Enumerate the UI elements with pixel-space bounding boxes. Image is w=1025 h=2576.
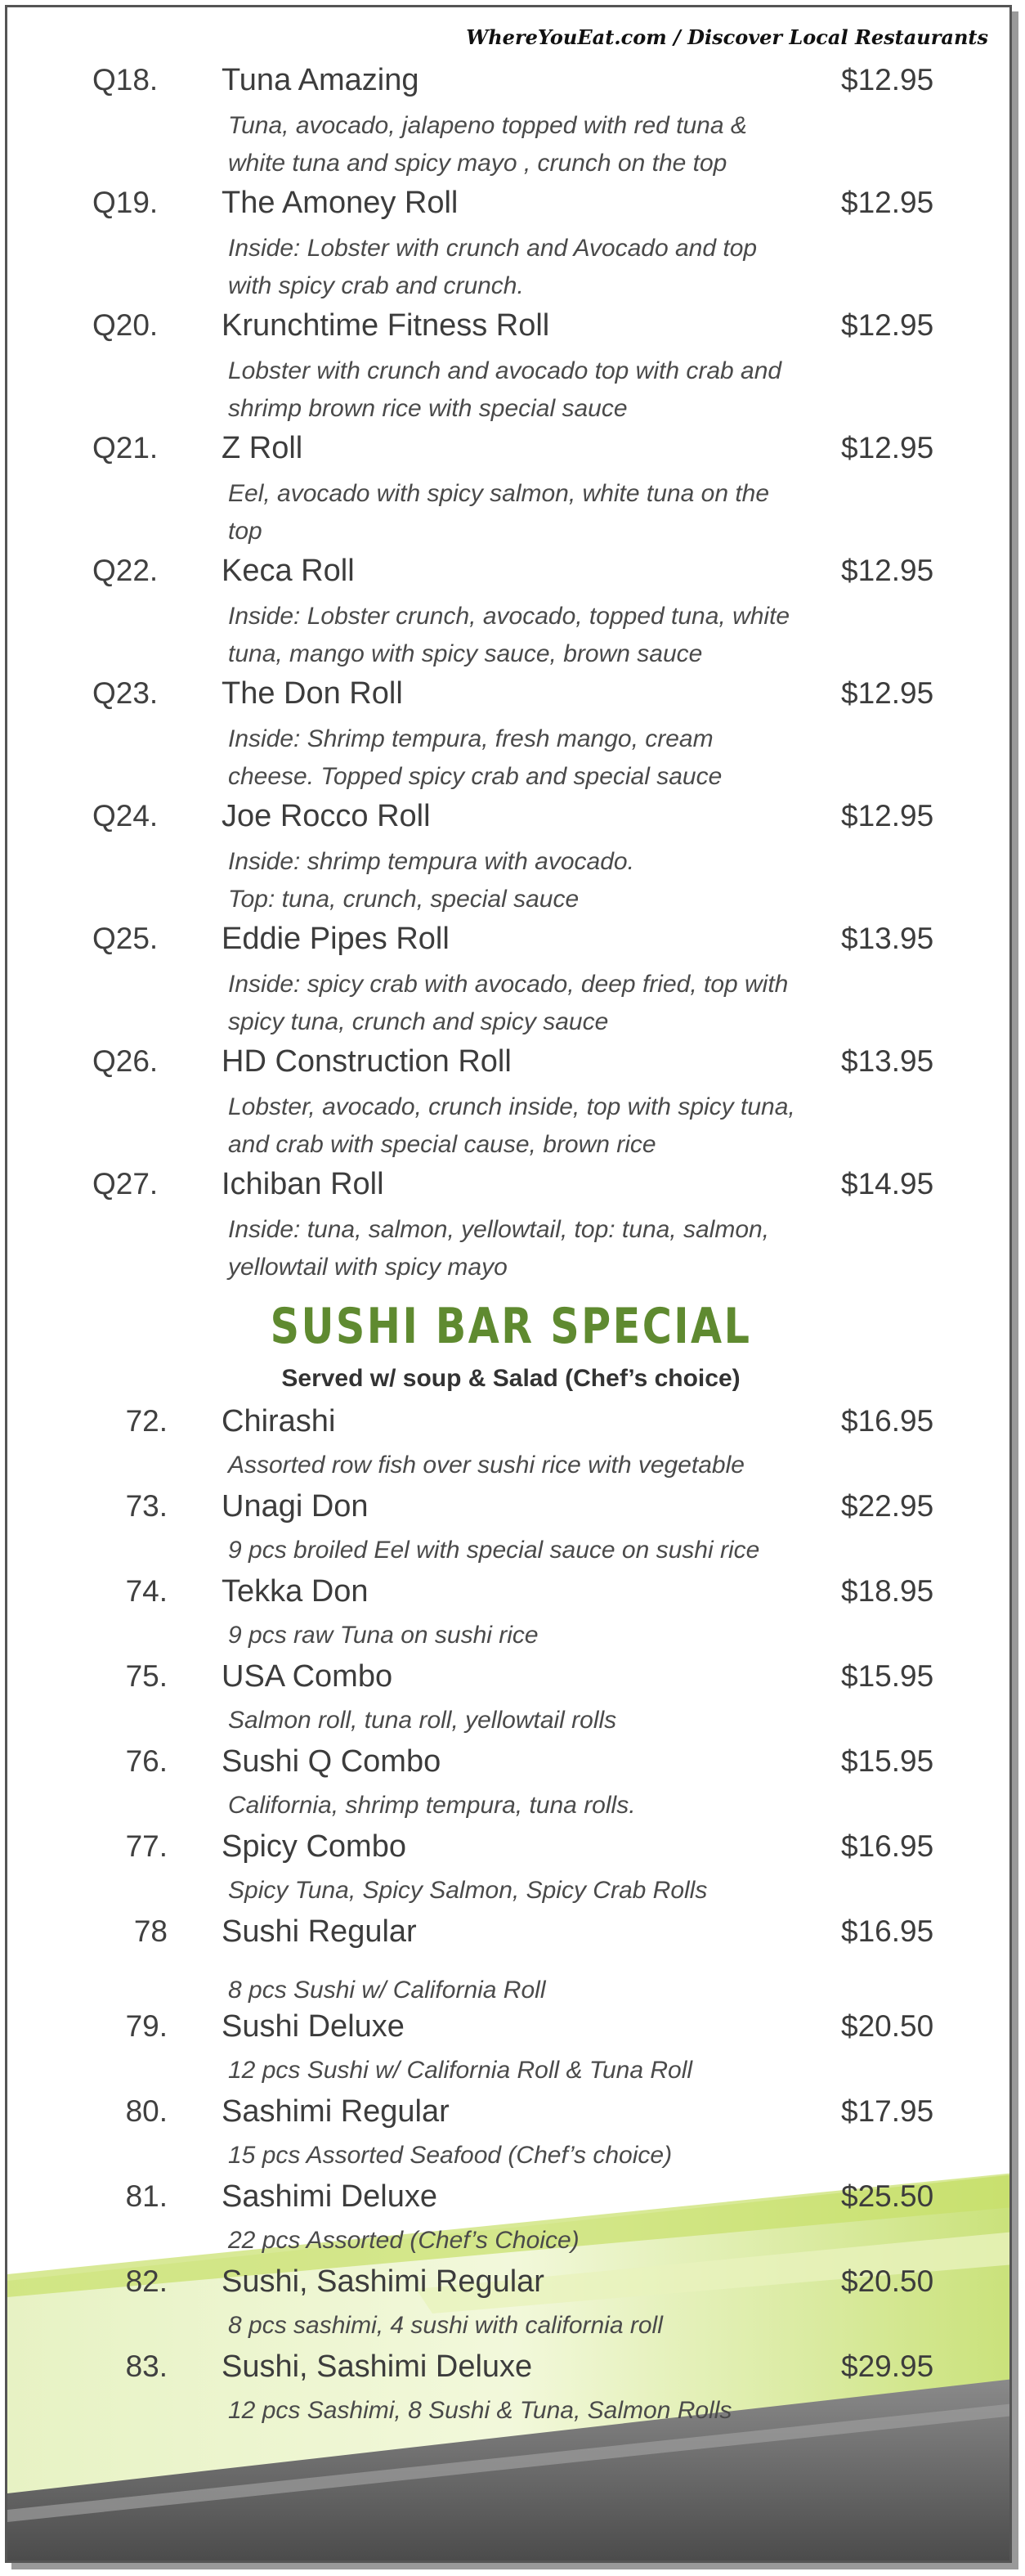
item-name: Joe Rocco Roll	[222, 799, 431, 833]
item-number: Q24.	[92, 799, 159, 832]
item-description: Top: tuna, crunch, special sauce	[228, 886, 580, 913]
menu-page	[5, 5, 1012, 2563]
item-description: Assorted row fish over sushi rice with vegetable	[228, 1452, 745, 1479]
item-price: $14.95	[841, 1167, 934, 1200]
item-description: Lobster with crunch and avocado top with crab and	[228, 357, 782, 384]
item-number: 79.	[125, 2009, 168, 2043]
item-number: Q20.	[92, 308, 159, 342]
item-name: Sushi Regular	[222, 1914, 417, 1949]
item-description: white tuna and spicy mayo , crunch on the top	[228, 150, 727, 177]
item-name: Tuna Amazing	[222, 63, 419, 97]
item-description: 8 pcs sashimi, 4 sushi with california roll	[228, 2312, 663, 2339]
item-price: $18.95	[841, 1574, 934, 1608]
item-description: and crab with special cause, brown rice	[228, 1131, 656, 1158]
item-price: $13.95	[841, 922, 934, 955]
item-number: Q21.	[92, 431, 159, 464]
watermark: WhereYouEat.com / Discover Local Restaurants	[466, 25, 988, 49]
item-description: 22 pcs Assorted (Chef’s Choice)	[228, 2227, 580, 2254]
item-number: 83.	[125, 2349, 168, 2383]
item-number: 82.	[125, 2264, 168, 2298]
item-name: USA Combo	[222, 1659, 393, 1694]
item-number: Q25.	[92, 922, 159, 955]
item-price: $12.95	[841, 676, 934, 710]
item-description: yellowtail with spicy mayo	[228, 1254, 508, 1281]
item-name: Krunchtime Fitness Roll	[222, 308, 550, 343]
item-number: Q22.	[92, 554, 159, 587]
item-price: $17.95	[841, 2094, 934, 2128]
item-number: Q19.	[92, 186, 159, 219]
section-title: SUSHI BAR SPECIAL	[270, 1298, 752, 1355]
item-price: $29.95	[841, 2349, 934, 2383]
item-price: $16.95	[841, 1404, 934, 1438]
item-price: $16.95	[841, 1829, 934, 1863]
item-description: Inside: shrimp tempura with avocado.	[228, 848, 634, 875]
item-price: $25.50	[841, 2179, 934, 2213]
item-price: $12.95	[841, 431, 934, 464]
item-description: 12 pcs Sushi w/ California Roll & Tuna Roll	[228, 2057, 693, 2084]
item-name: Sashimi Deluxe	[222, 2179, 437, 2214]
item-price: $12.95	[841, 63, 934, 96]
item-number: 76.	[125, 1744, 168, 1778]
item-price: $15.95	[841, 1744, 934, 1778]
item-price: $20.50	[841, 2264, 934, 2298]
item-description: Inside: tuna, salmon, yellowtail, top: tuna, salmon,	[228, 1216, 770, 1243]
item-description: with spicy crab and crunch.	[228, 272, 524, 299]
item-description: Inside: Shrimp tempura, fresh mango, cream	[228, 725, 714, 752]
item-name: Sashimi Regular	[222, 2094, 450, 2129]
item-description: 15 pcs Assorted Seafood (Chef’s choice)	[228, 2142, 673, 2169]
item-description: California, shrimp tempura, tuna rolls.	[228, 1792, 636, 1819]
item-description: cheese. Topped spicy crab and special sauce	[228, 763, 723, 790]
item-description: Lobster, avocado, crunch inside, top with spicy tuna,	[228, 1093, 795, 1120]
item-description: Spicy Tuna, Spicy Salmon, Spicy Crab Rolls	[228, 1877, 708, 1904]
item-name: The Don Roll	[222, 676, 403, 711]
item-number: 73.	[125, 1489, 168, 1523]
item-name: HD Construction Roll	[222, 1044, 512, 1079]
item-price: $12.95	[841, 799, 934, 832]
item-name: Chirashi	[222, 1404, 336, 1438]
item-name: Ichiban Roll	[222, 1167, 384, 1201]
item-number: 75.	[125, 1659, 168, 1693]
item-description: Inside: Lobster crunch, avocado, topped tuna, white	[228, 603, 790, 630]
item-number: 74.	[125, 1574, 168, 1608]
item-name: Sushi Q Combo	[222, 1744, 441, 1779]
item-price: $12.95	[841, 186, 934, 219]
item-description: Eel, avocado with spicy salmon, white tuna on the	[228, 480, 770, 507]
item-name: Unagi Don	[222, 1489, 369, 1524]
section-subtitle: Served w/ soup & Salad (Chef’s choice)	[281, 1365, 741, 1392]
item-name: Z Roll	[222, 431, 303, 465]
item-price: $20.50	[841, 2009, 934, 2043]
item-description: Inside: Lobster with crunch and Avocado and top	[228, 235, 758, 262]
item-number: 72.	[125, 1404, 168, 1438]
item-description: 8 pcs Sushi w/ California Roll	[228, 1977, 546, 2004]
item-name: Keca Roll	[222, 554, 355, 588]
item-description: Inside: spicy crab with avocado, deep fried, top with	[228, 971, 789, 998]
item-number: 78	[133, 1914, 168, 1948]
item-number: 77.	[125, 1829, 168, 1863]
item-price: $15.95	[841, 1659, 934, 1693]
item-description: top	[228, 518, 262, 545]
item-description: Tuna, avocado, jalapeno topped with red tuna &	[228, 112, 747, 139]
item-name: Sushi Deluxe	[222, 2009, 405, 2044]
item-number: 80.	[125, 2094, 168, 2128]
item-number: Q26.	[92, 1044, 159, 1078]
item-name: Eddie Pipes Roll	[222, 922, 450, 956]
item-price: $22.95	[841, 1489, 934, 1523]
item-number: 81.	[125, 2179, 168, 2213]
item-name: Sushi, Sashimi Deluxe	[222, 2349, 533, 2384]
item-number: Q18.	[92, 63, 159, 96]
item-description: 12 pcs Sashimi, 8 Sushi & Tuna, Salmon Rolls	[228, 2397, 732, 2424]
item-name: The Amoney Roll	[222, 186, 459, 220]
item-description: 9 pcs broiled Eel with special sauce on sushi rice	[228, 1537, 760, 1564]
item-description: 9 pcs raw Tuna on sushi rice	[228, 1622, 539, 1649]
item-description: tuna, mango with spicy sauce, brown sauce	[228, 640, 703, 667]
item-description: Salmon roll, tuna roll, yellowtail rolls	[228, 1707, 617, 1734]
item-name: Spicy Combo	[222, 1829, 406, 1864]
item-description: shrimp brown rice with special sauce	[228, 395, 628, 422]
item-number: Q27.	[92, 1167, 159, 1200]
item-number: Q23.	[92, 676, 159, 710]
item-price: $16.95	[841, 1914, 934, 1948]
item-price: $13.95	[841, 1044, 934, 1078]
item-price: $12.95	[841, 308, 934, 342]
item-description: spicy tuna, crunch and spicy sauce	[228, 1008, 609, 1035]
item-price: $12.95	[841, 554, 934, 587]
item-name: Sushi, Sashimi Regular	[222, 2264, 544, 2299]
item-name: Tekka Don	[222, 1574, 369, 1609]
